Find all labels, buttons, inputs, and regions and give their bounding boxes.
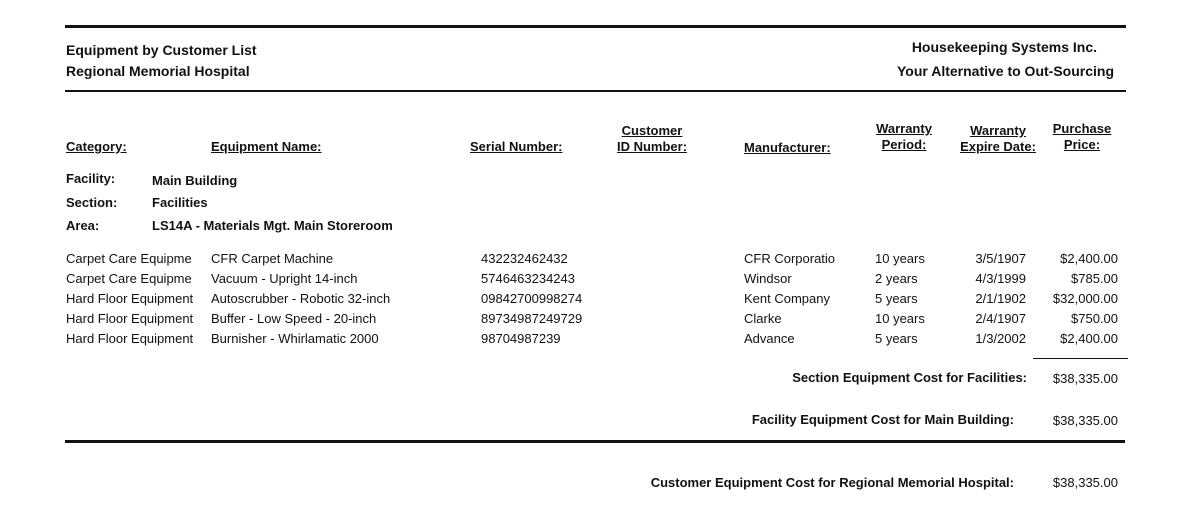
- section-label: Section:: [66, 195, 118, 210]
- row-expire: 1/3/2002: [975, 331, 1026, 346]
- col-customer-id: [612, 123, 692, 155]
- row-serial: 432232462432: [481, 251, 568, 266]
- customer-total-label: Customer Equipment Cost for Regional Memorial Hospital:: [650, 475, 1014, 490]
- section-total-label: Section Equipment Cost for Facilities:: [792, 370, 1027, 385]
- table-row: [0, 311, 1181, 331]
- area-label: Area:: [66, 218, 100, 233]
- table-row: [0, 331, 1181, 351]
- row-category: Hard Floor Equipment: [66, 331, 194, 346]
- facility-label: Facility:: [66, 171, 116, 186]
- table-row: [0, 271, 1181, 291]
- col-warranty-period: [866, 121, 942, 153]
- row-serial: 09842700998274: [481, 291, 583, 306]
- customer-name: Regional Memorial Hospital: [66, 63, 250, 79]
- row-manufacturer: Kent Company: [744, 291, 830, 306]
- row-category: Hard Floor Equipment: [66, 311, 194, 326]
- row-warranty: 5 years: [875, 291, 918, 306]
- row-warranty: 10 years: [875, 311, 925, 326]
- col-customer-id-line2: ID Number:: [616, 139, 688, 154]
- facility-total-value: $38,335.00: [1052, 413, 1118, 428]
- row-equipment: CFR Carpet Machine: [211, 251, 334, 266]
- row-expire: 2/4/1907: [975, 311, 1026, 326]
- col-manufacturer: Manufacturer:: [744, 140, 831, 155]
- header-rule: [65, 90, 1126, 92]
- row-equipment: Vacuum - Upright 14-inch: [211, 271, 358, 286]
- row-price: $2,400.00: [1060, 251, 1118, 266]
- subtotal-rule: [1033, 358, 1128, 359]
- row-manufacturer: Clarke: [744, 311, 782, 326]
- col-purchase-price-line1: Purchase: [1052, 121, 1112, 136]
- row-category: Carpet Care Equipme: [66, 271, 192, 286]
- col-warranty-period-line2: Period:: [881, 137, 927, 152]
- row-category: Carpet Care Equipme: [66, 251, 192, 266]
- row-price: $32,000.00: [1052, 291, 1118, 306]
- row-manufacturer: CFR Corporatio: [744, 251, 836, 266]
- row-manufacturer: Windsor: [744, 271, 792, 286]
- company-tagline: Your Alternative to Out-Sourcing: [896, 63, 1114, 79]
- row-manufacturer: Advance: [744, 331, 795, 346]
- col-purchase-price-line2: Price:: [1063, 137, 1101, 152]
- report-title: Equipment by Customer List: [66, 42, 257, 58]
- col-warranty-expire: [954, 123, 1042, 155]
- row-expire: 4/3/1999: [975, 271, 1026, 286]
- section-value: Facilities: [152, 195, 208, 210]
- col-category: Category:: [66, 139, 127, 154]
- col-customer-id-line1: Customer: [621, 123, 683, 138]
- row-expire: 2/1/1902: [975, 291, 1026, 306]
- col-serial-number: Serial Number:: [470, 139, 563, 154]
- bottom-rule: [65, 440, 1125, 443]
- table-row: [0, 291, 1181, 311]
- row-serial: 5746463234243: [481, 271, 575, 286]
- facility-total-label: Facility Equipment Cost for Main Building:: [751, 412, 1014, 427]
- row-category: Hard Floor Equipment: [66, 291, 194, 306]
- row-equipment: Burnisher - Whirlamatic 2000: [211, 331, 379, 346]
- row-serial: 98704987239: [481, 331, 561, 346]
- row-price: $2,400.00: [1060, 331, 1118, 346]
- row-expire: 3/5/1907: [975, 251, 1026, 266]
- row-price: $785.00: [1071, 271, 1118, 286]
- row-serial: 89734987249729: [481, 311, 583, 326]
- col-warranty-expire-line1: Warranty: [970, 123, 1026, 138]
- col-warranty-expire-line2: Expire Date:: [960, 139, 1036, 154]
- company-name: Housekeeping Systems Inc.: [911, 39, 1097, 55]
- row-warranty: 5 years: [875, 331, 918, 346]
- col-purchase-price: [1044, 121, 1120, 153]
- row-equipment: Autoscrubber - Robotic 32-inch: [211, 291, 391, 306]
- col-equipment-name: Equipment Name:: [211, 139, 322, 154]
- row-warranty: 10 years: [875, 251, 925, 266]
- row-price: $750.00: [1071, 311, 1118, 326]
- col-warranty-period-line1: Warranty: [876, 121, 932, 136]
- facility-value: Main Building: [152, 173, 238, 188]
- area-value: LS14A - Materials Mgt. Main Storeroom: [152, 218, 393, 233]
- table-row: [0, 251, 1181, 271]
- row-equipment: Buffer - Low Speed - 20-inch: [211, 311, 377, 326]
- customer-total-value: $38,335.00: [1052, 475, 1118, 490]
- section-total-value: $38,335.00: [1052, 371, 1118, 386]
- row-warranty: 2 years: [875, 271, 918, 286]
- top-rule: [65, 25, 1126, 28]
